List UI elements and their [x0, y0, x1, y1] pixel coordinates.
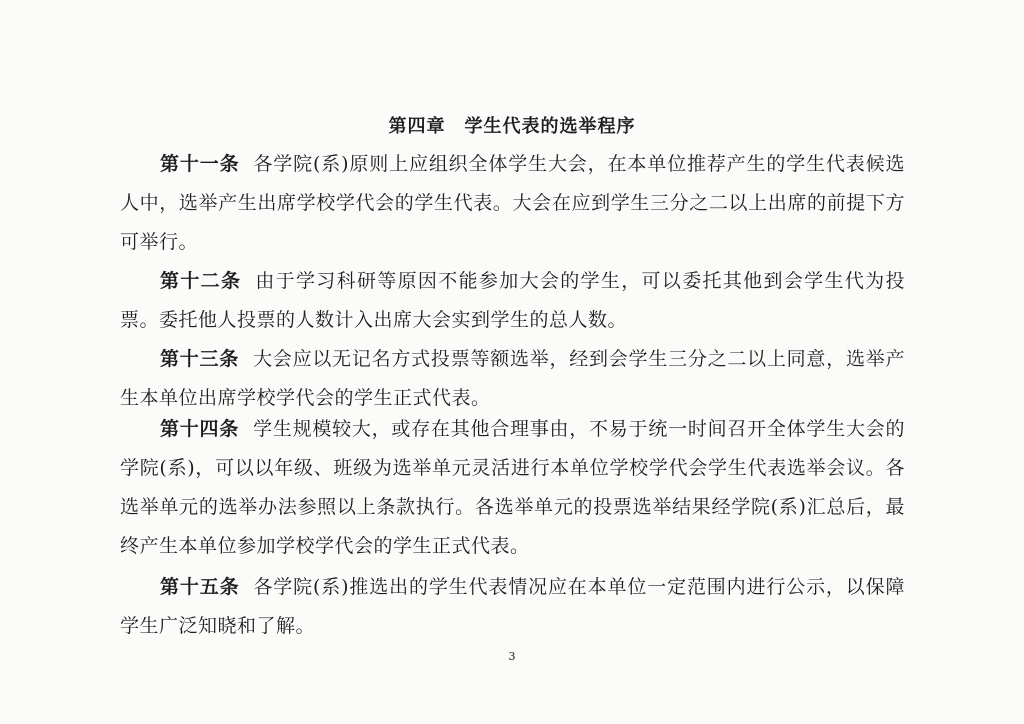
- article-13: [120, 340, 905, 418]
- article-text: 大会应以无记名方式投票等额选举，经到会学生三分之二以上同意，选举产生本单位出席学校学代会的学生正式代表。: [120, 348, 905, 409]
- chapter-title: 第四章 学生代表的选举程序: [388, 116, 636, 137]
- article-text: 各学院(系)原则上应组织全体学生大会，在本单位推荐产生的学生代表候选人中，选举产生出席学校学代会的学生代表。大会在应到学生三分之二以上出席的前提下方可举行。: [120, 153, 905, 253]
- page-number: 3: [508, 650, 516, 663]
- article-label: 第十二条: [160, 270, 242, 292]
- article-11: [120, 145, 905, 262]
- article-text: 由于学习科研等原因不能参加大会的学生，可以委托其他到会学生代为投票。委托他人投票的人数计入出席大会实到学生的总人数。: [120, 270, 905, 331]
- article-text: 各学院(系)推选出的学生代表情况应在本单位一定范围内进行公示，以保障学生广泛知晓和了解。: [120, 576, 905, 637]
- article-label: 第十四条: [160, 418, 240, 440]
- article-text: 学生规模较大，或存在其他合理事由，不易于统一时间召开全体学生大会的学院(系)，可以以年级、班级为选举单元灵活进行本单位学校学代会学生代表选举会议。各选举单元的选举办法参照以上条款执行。各选举单元的投票选举结果经学院(系)汇总后，最终产生本单位参加学校学代会的学生正式代表。: [120, 418, 905, 557]
- article-12: [120, 262, 905, 340]
- article-label: 第十一条: [160, 153, 240, 175]
- article-label: 第十五条: [160, 576, 240, 598]
- article-label: 第十三条: [160, 348, 240, 370]
- article-15: [120, 568, 905, 646]
- article-14: [120, 410, 905, 566]
